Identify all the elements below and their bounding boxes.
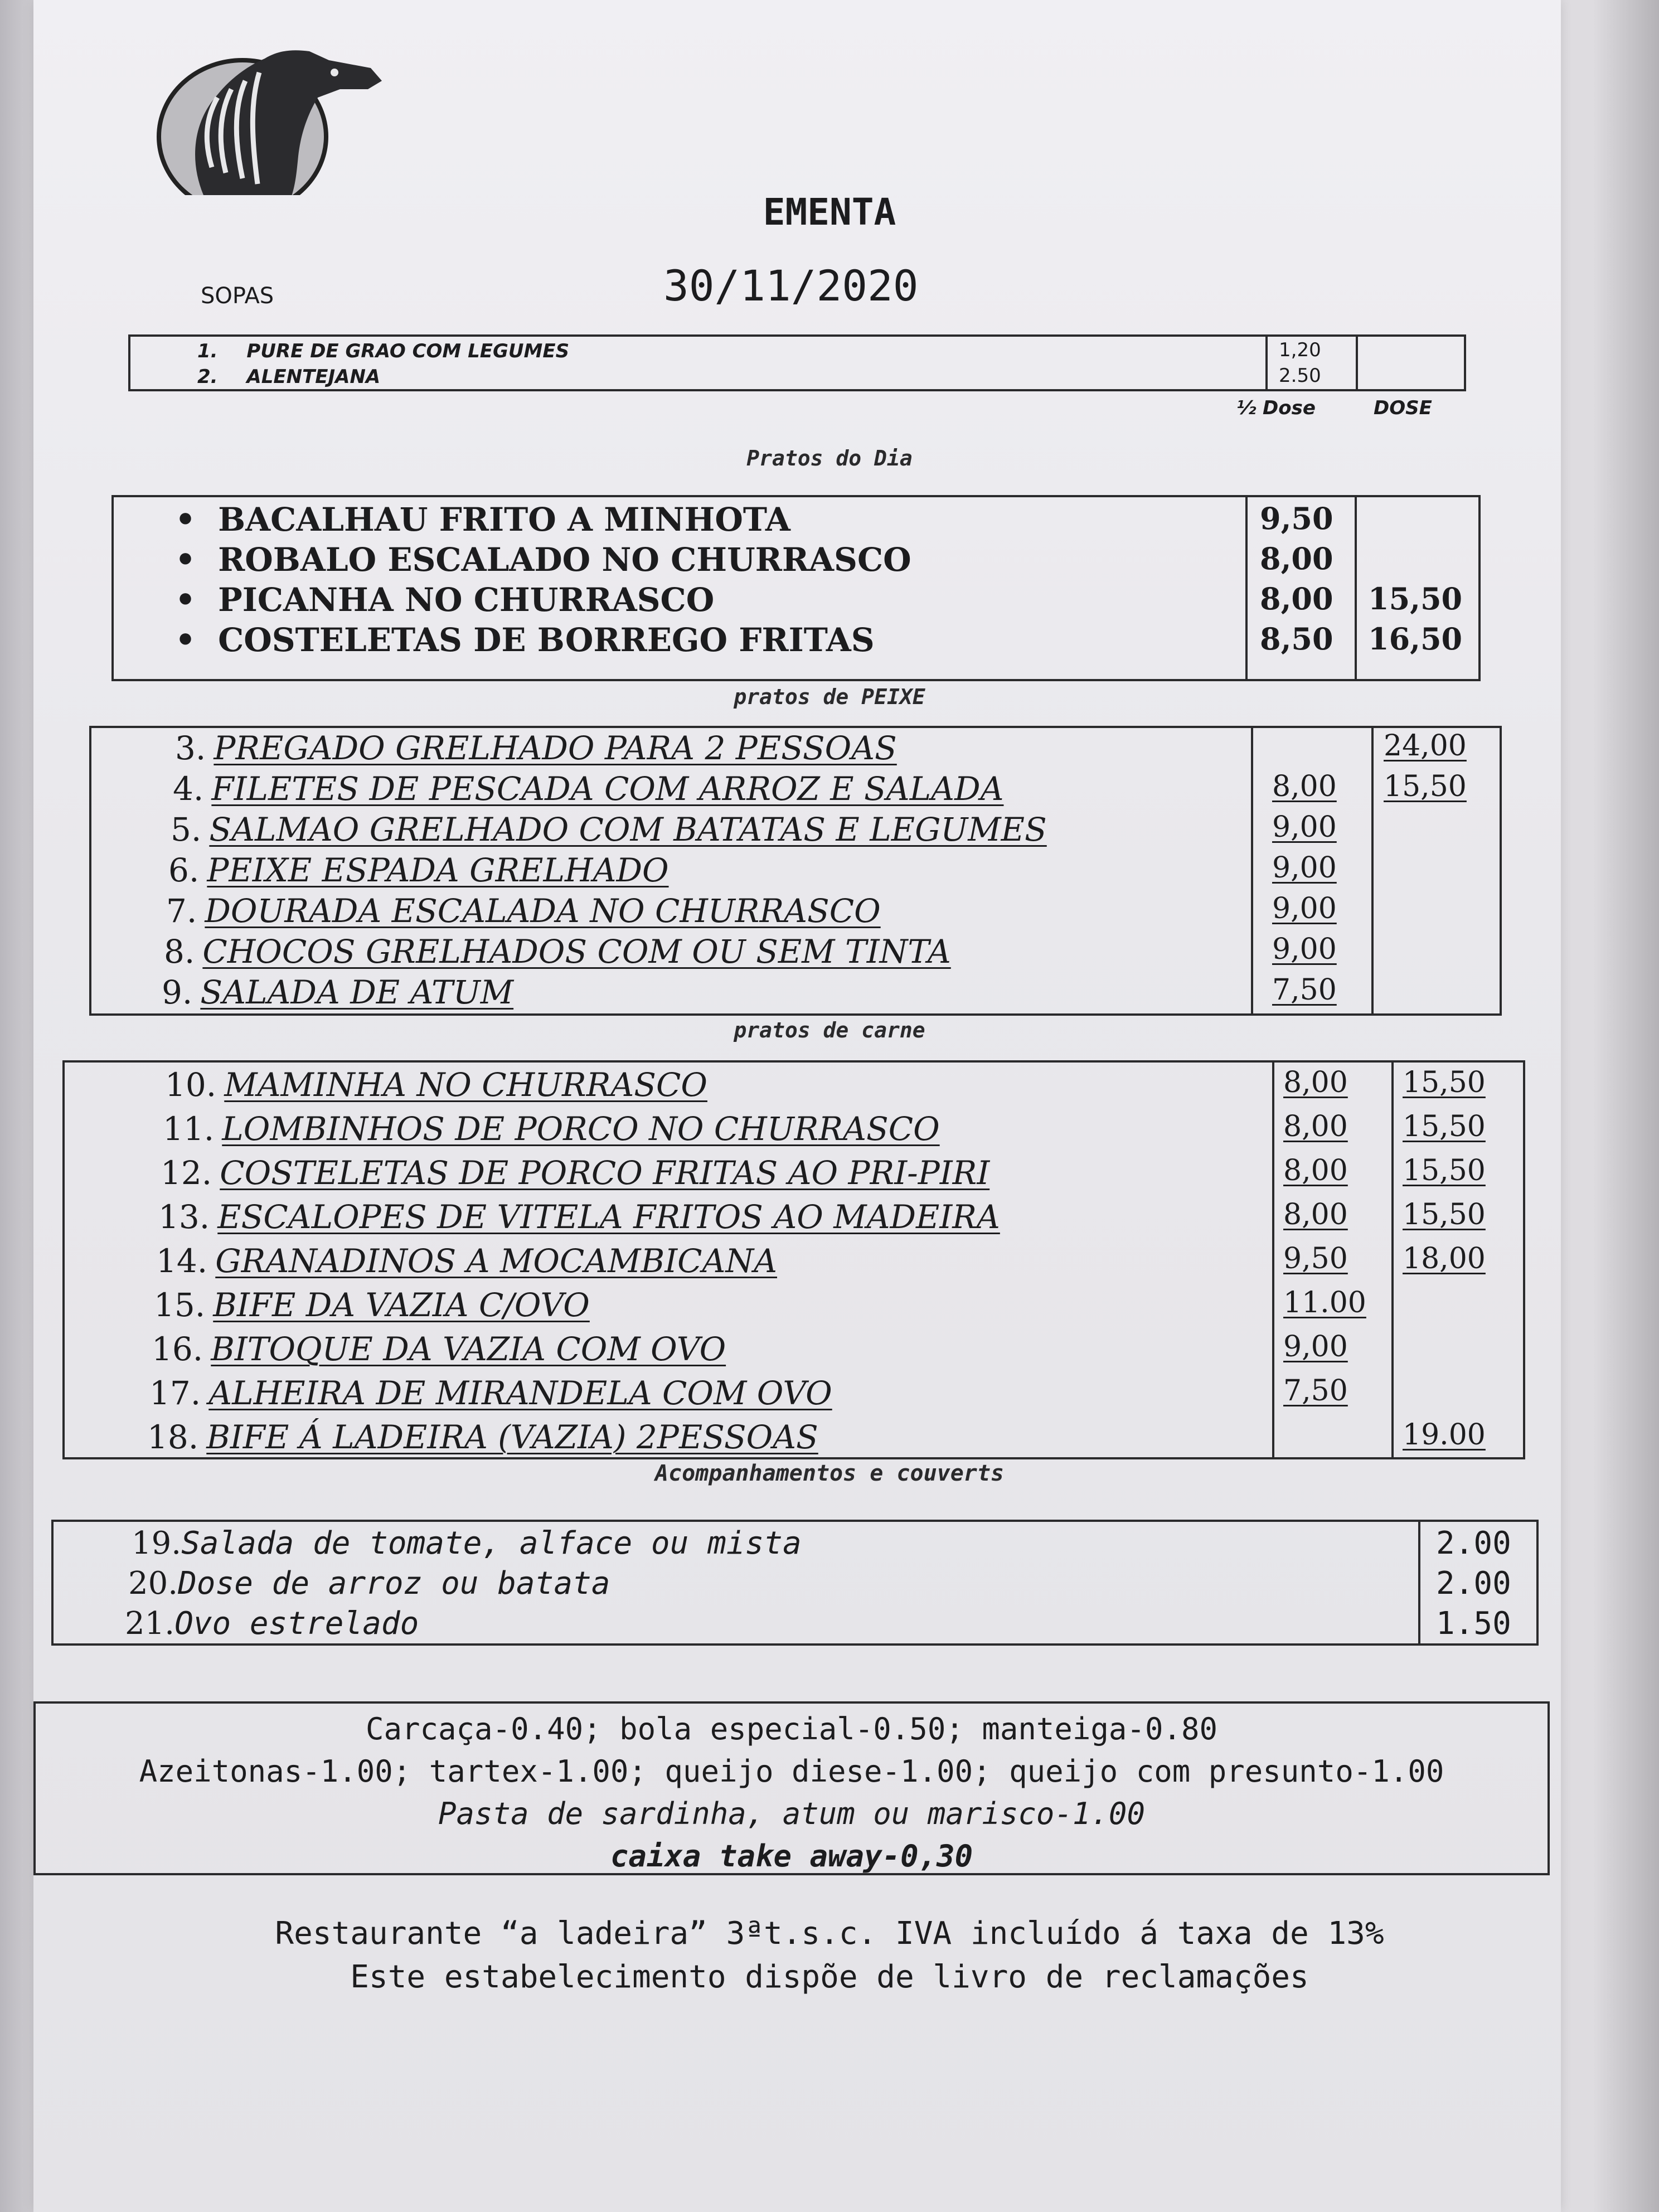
footer-line-1: Restaurante “a ladeira” 3ªt.s.c. IVA incluído á taxa de 13% <box>275 1915 1384 1952</box>
half-dose-price: 9,00 <box>1272 851 1337 885</box>
side-name: Salada de tomate, alface ou mista <box>181 1525 802 1561</box>
side-number: 20. <box>128 1565 178 1602</box>
sopa-num: 2. <box>197 366 218 388</box>
dose-price: 15,50 <box>1403 1198 1486 1231</box>
sopa-name: PURE DE GRAO COM LEGUMES <box>246 340 570 362</box>
dish-number: 13. <box>158 1198 210 1236</box>
dish-name: COSTELETAS DE PORCO FRITAS AO PRI-PIRI <box>220 1154 990 1192</box>
dose-price: 19.00 <box>1403 1418 1486 1452</box>
dish-name: ALHEIRA DE MIRANDELA COM OVO <box>208 1374 832 1412</box>
dish-name: BIFE Á LADEIRA (VAZIA) 2PESSOAS <box>206 1418 818 1456</box>
side-price: 2.00 <box>1436 1525 1511 1561</box>
dish-name: DOURADA ESCALADA NO CHURRASCO <box>205 892 881 930</box>
couverts-box <box>33 1701 1550 1875</box>
dish-number: 14. <box>156 1242 208 1280</box>
half-dose-header: ½ Dose <box>1236 397 1316 419</box>
half-dose-price: 8,00 <box>1272 770 1337 803</box>
dish-number: 18. <box>147 1418 199 1456</box>
dish-number: 8. <box>164 933 195 971</box>
half-dose-price: 7,50 <box>1283 1374 1348 1408</box>
side-row <box>125 1605 1536 1642</box>
dish-name: LOMBINHOS DE PORCO NO CHURRASCO <box>222 1110 940 1148</box>
dish-name: BITOQUE DA VAZIA COM OVO <box>211 1330 726 1368</box>
bullet: • <box>175 621 196 659</box>
horse-logo <box>151 28 390 195</box>
half-dose-price: 9,00 <box>1272 892 1337 925</box>
dish-name: SALMAO GRELHADO COM BATATAS E LEGUMES <box>209 811 1047 848</box>
dose-price: 15,50 <box>1368 581 1463 617</box>
half-dose-price: 8,50 <box>1260 621 1333 657</box>
dish-row <box>147 1418 1523 1456</box>
dose-price: 15,50 <box>1403 1066 1486 1099</box>
couverts-line-3: Pasta de sardinha, atum ou marisco-1.00 <box>438 1796 1145 1831</box>
dish-name: CHOCOS GRELHADOS COM OU SEM TINTA <box>202 933 951 971</box>
dish-name: GRANADINOS A MOCAMBICANA <box>215 1242 777 1280</box>
dish-number: 12. <box>161 1154 212 1192</box>
dish-name: PICANHA NO CHURRASCO <box>218 581 715 619</box>
dose-price: 18,00 <box>1403 1242 1486 1275</box>
dish-number: 9. <box>162 973 193 1011</box>
side-number: 19. <box>132 1525 182 1561</box>
half-dose-price: 8,00 <box>1283 1198 1348 1231</box>
pratos-dia-box <box>111 495 1481 681</box>
half-dose-price: 8,00 <box>1283 1110 1348 1143</box>
pratos-dia-label: Pratos do Dia <box>746 446 913 470</box>
dish-number: 7. <box>166 892 197 930</box>
sopas-label: SOPAS <box>201 283 274 309</box>
dish-name: PEIXE ESPADA GRELHADO <box>207 851 669 889</box>
couverts-line-4: caixa take away-0,30 <box>610 1839 973 1874</box>
dish-name: BIFE DA VAZIA C/OVO <box>213 1286 590 1324</box>
side-row <box>132 1525 1536 1561</box>
half-dose-price: 8,00 <box>1283 1066 1348 1099</box>
dish-name: SALADA DE ATUM <box>200 973 514 1011</box>
half-dose-price: 9,50 <box>1260 501 1333 536</box>
dish-number: 3. <box>175 729 206 767</box>
dish-number: 17. <box>149 1374 201 1412</box>
sopa-price: 2.50 <box>1279 365 1321 387</box>
dish-number: 4. <box>173 770 204 808</box>
couverts-line-2: Azeitonas-1.00; tartex-1.00; queijo diese-1.00; queijo com presunto-1.00 <box>139 1754 1444 1789</box>
bullet: • <box>175 501 196 539</box>
side-name: Ovo estrelado <box>174 1605 419 1642</box>
carne-box <box>62 1060 1525 1459</box>
dish-number: 15. <box>154 1286 206 1324</box>
side-number: 21. <box>125 1605 175 1642</box>
dose-price: 15,50 <box>1384 770 1467 803</box>
half-dose-price: 8,00 <box>1260 581 1333 617</box>
dish-name: BACALHAU FRITO A MINHOTA <box>218 501 790 539</box>
sopas-box <box>128 334 1466 391</box>
half-dose-price: 7,50 <box>1272 973 1337 1007</box>
half-dose-price: 11.00 <box>1283 1286 1366 1320</box>
side-row <box>128 1565 1536 1602</box>
half-dose-price: 8,00 <box>1260 541 1333 576</box>
dish-name: ROBALO ESCALADO NO CHURRASCO <box>218 541 911 579</box>
dish-number: 6. <box>168 851 200 889</box>
dish-number: 11. <box>163 1110 215 1148</box>
couverts-line-1: Carcaça-0.40; bola especial-0.50; manteiga-0.80 <box>365 1711 1217 1747</box>
side-price: 2.00 <box>1436 1565 1511 1602</box>
dish-number: 16. <box>152 1330 203 1368</box>
sopa-price: 1,20 <box>1279 339 1321 361</box>
dish-name: FILETES DE PESCADA COM ARROZ E SALADA <box>211 770 1004 808</box>
sopa-num: 1. <box>197 340 218 362</box>
dose-price: 15,50 <box>1403 1110 1486 1143</box>
acompanhamentos-box <box>51 1520 1539 1646</box>
peixe-label: pratos de PEIXE <box>734 685 925 709</box>
carne-label: pratos de carne <box>734 1018 925 1042</box>
dose-header: DOSE <box>1374 397 1432 419</box>
half-dose-price: 9,00 <box>1283 1330 1348 1364</box>
side-price: 1.50 <box>1436 1605 1511 1642</box>
dish-row <box>175 729 1500 767</box>
dish-number: 5. <box>171 811 202 848</box>
dose-price: 15,50 <box>1403 1154 1486 1187</box>
bullet: • <box>175 541 196 579</box>
dose-price: 24,00 <box>1384 729 1467 763</box>
dose-price: 16,50 <box>1368 621 1463 657</box>
dish-number: 10. <box>165 1066 217 1104</box>
peixe-box <box>89 726 1502 1016</box>
footer-line-2: Este estabelecimento dispõe de livro de reclamações <box>350 1959 1309 1995</box>
half-dose-price: 9,50 <box>1283 1242 1348 1275</box>
acompanhamentos-label: Acompanhamentos e couverts <box>654 1461 1005 1486</box>
dish-name: COSTELETAS DE BORREGO FRITAS <box>218 621 875 659</box>
sopa-name: ALENTEJANA <box>246 366 381 388</box>
side-name: Dose de arroz ou batata <box>178 1565 610 1602</box>
dish-name: ESCALOPES DE VITELA FRITOS AO MADEIRA <box>217 1198 1000 1236</box>
bullet: • <box>175 581 196 619</box>
half-dose-price: 8,00 <box>1283 1154 1348 1187</box>
menu-date: 30/11/2020 <box>663 261 919 311</box>
half-dose-price: 9,00 <box>1272 933 1337 966</box>
dish-name: PREGADO GRELHADO PARA 2 PESSOAS <box>214 729 897 767</box>
menu-title: EMENTA <box>763 191 896 234</box>
half-dose-price: 9,00 <box>1272 811 1337 844</box>
dish-name: MAMINHA NO CHURRASCO <box>224 1066 707 1104</box>
